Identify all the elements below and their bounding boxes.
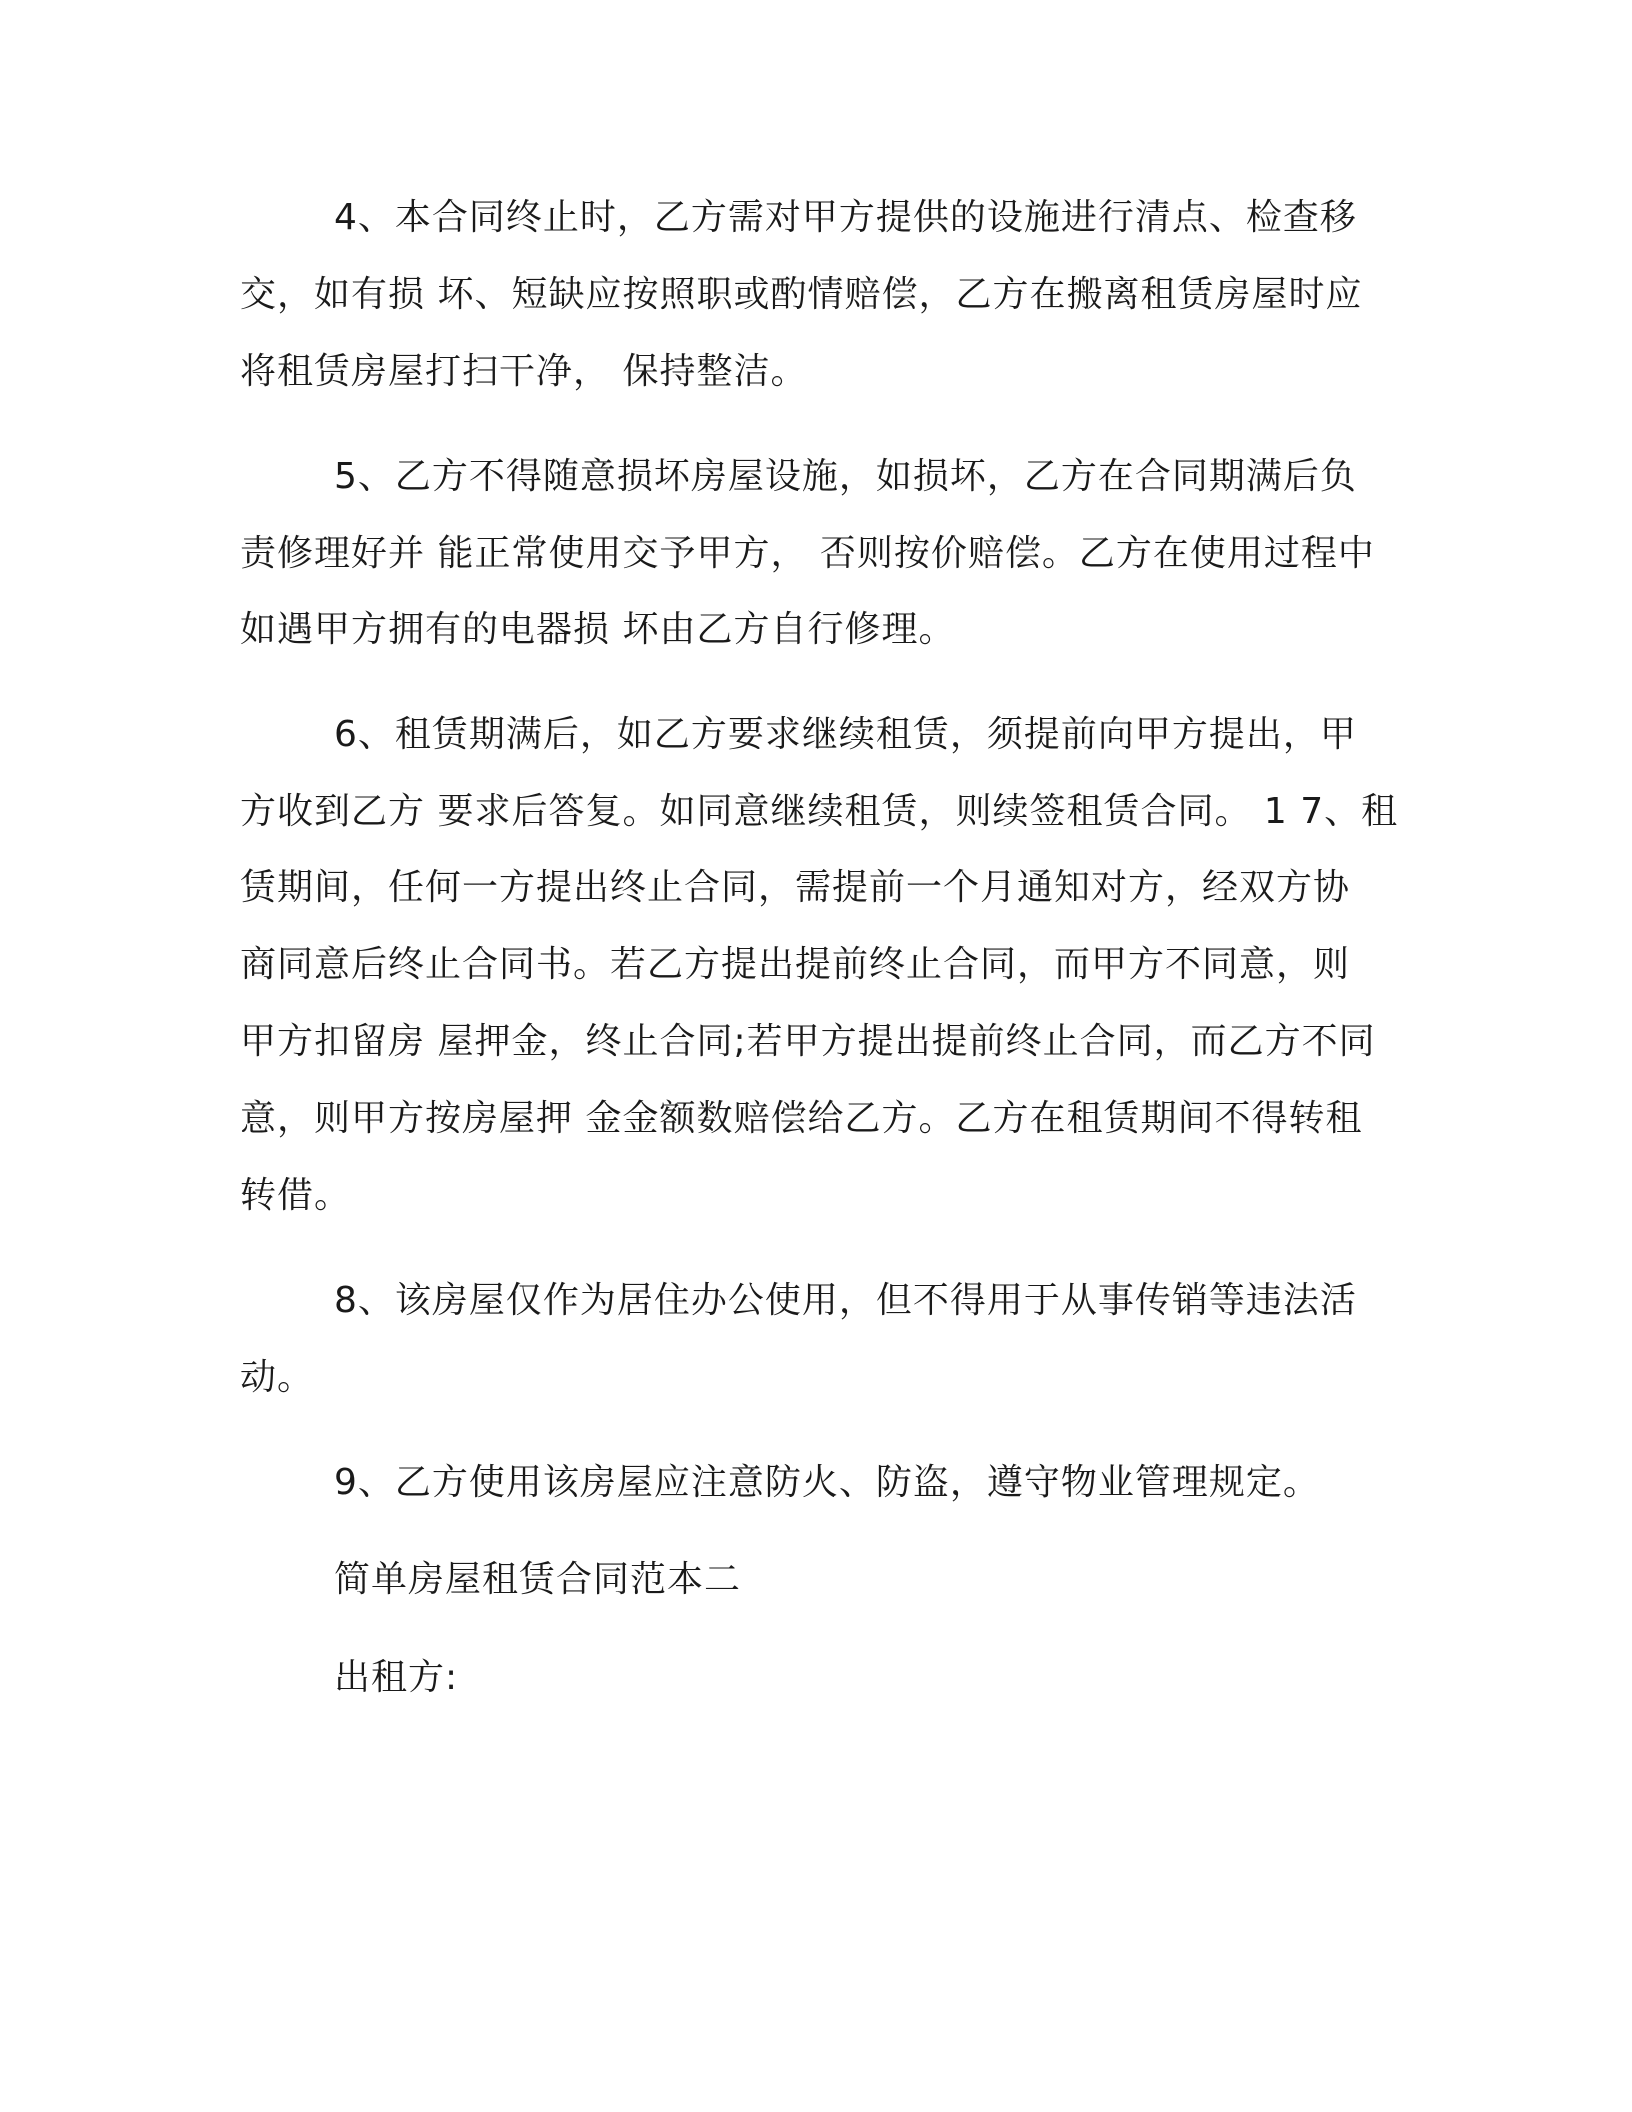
clause-5-line-2: 责修理好并 能正常使用交予甲方， 否则按价赔偿。乙方在使用过程中 — [240, 533, 1375, 574]
clause-6-line-5: 甲方扣留房 屋押金，终止合同;若甲方提出提前终止合同，而乙方不同 — [240, 1021, 1376, 1062]
clause-5-line-1: 5、乙方不得随意损坏房屋设施，如损坏，乙方在合同期满后负 — [334, 456, 1357, 497]
clause-6-line-1: 6、租赁期满后，如乙方要求继续租赁，须提前向甲方提出，甲 — [334, 714, 1357, 755]
clause-4-line-1: 4、本合同终止时，乙方需对甲方提供的设施进行清点、检查移 — [334, 197, 1357, 238]
clause-8-line-1: 8、该房屋仅作为居住办公使用，但不得用于从事传销等违法活 — [334, 1280, 1357, 1321]
clause-6-line-3: 赁期间，任何一方提出终止合同，需提前一个月通知对方，经双方协 — [240, 867, 1351, 908]
clause-6-line-4: 商同意后终止合同书。若乙方提出提前终止合同，而甲方不同意，则 — [240, 944, 1351, 985]
clause-6-line-2: 方收到乙方 要求后答复。如同意继续租赁，则续签租赁合同。 1 7、租 — [240, 791, 1399, 832]
clause-6-line-7: 转借。 — [240, 1175, 352, 1216]
clause-8-line-2: 动。 — [240, 1357, 315, 1398]
clause-6-line-6: 意，则甲方按房屋押 金金额数赔偿给乙方。乙方在租赁期间不得转租 — [240, 1098, 1363, 1139]
clause-5-line-3: 如遇甲方拥有的电器损 坏由乙方自行修理。 — [240, 609, 956, 650]
lessor-label: 出租方: — [334, 1657, 459, 1698]
clause-4-line-3: 将租赁房屋打扫干净， 保持整洁。 — [240, 351, 808, 392]
clause-9-line-1: 9、乙方使用该房屋应注意防火、防盗，遵守物业管理规定。 — [334, 1462, 1320, 1503]
section-heading-text: 简单房屋租赁合同范本二 — [334, 1559, 742, 1600]
clause-4-line-2: 交，如有损 坏、短缺应按照职或酌情赔偿，乙方在搬离租赁房屋时应 — [240, 274, 1363, 315]
